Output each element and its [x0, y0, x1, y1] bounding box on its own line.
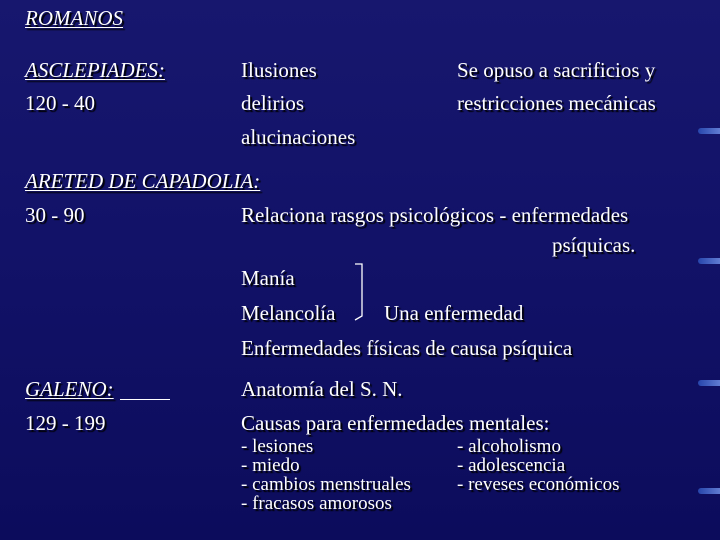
- cause-item: - cambios menstruales: [241, 474, 411, 495]
- asclepiades-item: alucinaciones: [241, 125, 356, 149]
- bracket-icon: [352, 262, 368, 322]
- asclepiades-item: Ilusiones: [241, 58, 317, 82]
- cause-item: - alcoholismo: [457, 436, 561, 457]
- galeno-underline-extension: [120, 399, 170, 400]
- galeno-causas: Causas para enfermedades mentales:: [241, 411, 550, 435]
- areted-description-line2: psíquicas.: [552, 233, 636, 257]
- edge-stripe: [698, 128, 720, 134]
- areted-mania: Manía: [241, 266, 295, 290]
- asclepiades-name: ASCLEPIADES:: [25, 58, 165, 82]
- cause-item: - adolescencia: [457, 455, 566, 476]
- galeno-years: 129 - 199: [25, 411, 106, 435]
- cause-item: - miedo: [241, 455, 300, 476]
- edge-stripe: [698, 258, 720, 264]
- cause-item: - lesiones: [241, 436, 314, 457]
- asclepiades-note-line1: Se opuso a sacrificios y: [457, 58, 656, 82]
- cause-item: - reveses económicos: [457, 474, 620, 495]
- areted-una-enfermedad: Una enfermedad: [384, 301, 524, 325]
- galeno-name: GALENO:: [25, 377, 114, 401]
- edge-stripe: [698, 380, 720, 386]
- slide-title: ROMANOS: [25, 6, 123, 30]
- asclepiades-item: delirios: [241, 91, 304, 115]
- edge-stripe: [698, 488, 720, 494]
- cause-item: - fracasos amorosos: [241, 493, 392, 514]
- areted-description-line1: Relaciona rasgos psicológicos - enfermedades: [241, 203, 629, 227]
- areted-years: 30 - 90: [25, 203, 85, 227]
- areted-melancolia: Melancolía: [241, 301, 336, 325]
- asclepiades-years: 120 - 40: [25, 91, 95, 115]
- asclepiades-note-line2: restricciones mecánicas: [457, 91, 656, 115]
- galeno-anatomia: Anatomía del S. N.: [241, 377, 403, 401]
- areted-name: ARETED DE CAPADOLIA:: [25, 169, 261, 193]
- areted-fisicas: Enfermedades físicas de causa psíquica: [241, 336, 573, 360]
